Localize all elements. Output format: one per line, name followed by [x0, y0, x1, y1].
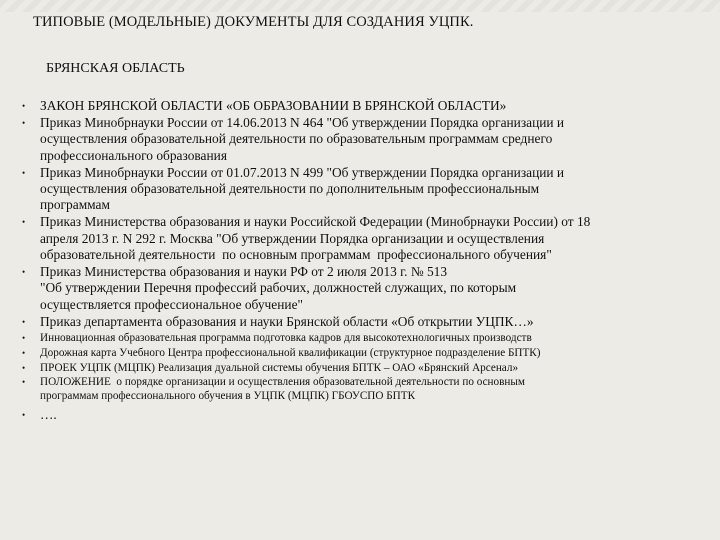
- list-item: [22, 362, 714, 376]
- list-item-line: Приказ Министерства образования и науки Российской Федерации (Минобрнауки России) от 18: [40, 214, 591, 230]
- bullet-icon: •: [22, 410, 26, 421]
- list-item-line: Дорожная карта Учебного Центра профессиональной квалификации (структурное подразделение БПТК): [40, 346, 541, 359]
- decorative-stripe: [0, 0, 720, 12]
- list-item: [22, 314, 714, 330]
- list-item-line: осуществляется профессиональное обучение": [40, 296, 303, 312]
- list-item-line: Приказ Министерства образования и науки РФ от 2 июля 2013 г. № 513: [40, 264, 448, 280]
- list-item: [22, 214, 714, 263]
- list-item: [22, 98, 714, 114]
- list-item-line: образовательной деятельности по основным программам профессионального обучения": [40, 247, 552, 263]
- list-item-line: профессионального образования: [40, 147, 227, 163]
- list-item-line: осуществления образовательной деятельности по дополнительным профессиональным: [40, 181, 540, 197]
- list-item: [22, 115, 714, 164]
- list-item-line: Инновационная образовательная программа подготовка кадров для высокотехнологичных производств: [40, 332, 532, 345]
- document-list: [22, 98, 714, 423]
- list-item-line: Приказ департамента образования и науки Брянской области «Об открытии УЦПК…»: [40, 313, 534, 329]
- list-item: [22, 165, 714, 214]
- list-item-line: апреля 2013 г. N 292 г. Москва "Об утверждении Порядка организации и осуществления: [40, 230, 545, 246]
- list-item: [22, 332, 714, 346]
- bullet-icon: •: [22, 362, 26, 373]
- slide-title: ТИПОВЫЕ (МОДЕЛЬНЫЕ) ДОКУМЕНТЫ ДЛЯ СОЗДАНИЯ УЦПК.: [33, 14, 474, 30]
- bullet-icon: •: [22, 117, 26, 128]
- list-item-line: ПРОЕК УЦПК (МЦПК) Реализация дуальной системы обучения БПТК – ОАО «Брянский Арсенал»: [40, 361, 519, 374]
- list-item-line: осуществления образовательной деятельности по образовательным программам среднего: [40, 131, 553, 147]
- bullet-icon: •: [22, 347, 26, 358]
- list-item-line: ПОЛОЖЕНИЕ о порядке организации и осуществления образовательной деятельности по основным: [40, 376, 526, 389]
- bullet-icon: •: [22, 316, 26, 327]
- list-item: [22, 264, 714, 313]
- bullet-icon: •: [22, 217, 26, 228]
- list-item-line: ЗАКОН БРЯНСКОЙ ОБЛАСТИ «ОБ ОБРАЗОВАНИИ В БРЯНСКОЙ ОБЛАСТИ»: [40, 98, 507, 113]
- list-item: [22, 376, 714, 404]
- bullet-icon: •: [22, 377, 26, 388]
- slide-subtitle: БРЯНСКАЯ ОБЛАСТЬ: [46, 61, 185, 76]
- list-item-line: программам профессионального обучения в УЦПК (МЦПК) ГБОУСПО БПТК: [40, 390, 416, 403]
- list-item: [22, 407, 714, 423]
- list-item-line: Приказ Минобрнауки России от 14.06.2013 N 464 "Об утверждении Порядка организации и: [40, 114, 565, 130]
- list-item-line: ….: [40, 407, 57, 423]
- list-item-line: программам: [40, 197, 110, 213]
- bullet-icon: •: [22, 101, 26, 111]
- list-item-line: "Об утверждении Перечня профессий рабочих, должностей служащих, по которым: [40, 280, 517, 296]
- list-item: [22, 347, 714, 361]
- bullet-icon: •: [22, 167, 26, 178]
- bullet-icon: •: [22, 333, 26, 344]
- list-item-line: Приказ Минобрнауки России от 01.07.2013 N 499 "Об утверждении Порядка организации и: [40, 164, 565, 180]
- bullet-icon: •: [22, 267, 26, 278]
